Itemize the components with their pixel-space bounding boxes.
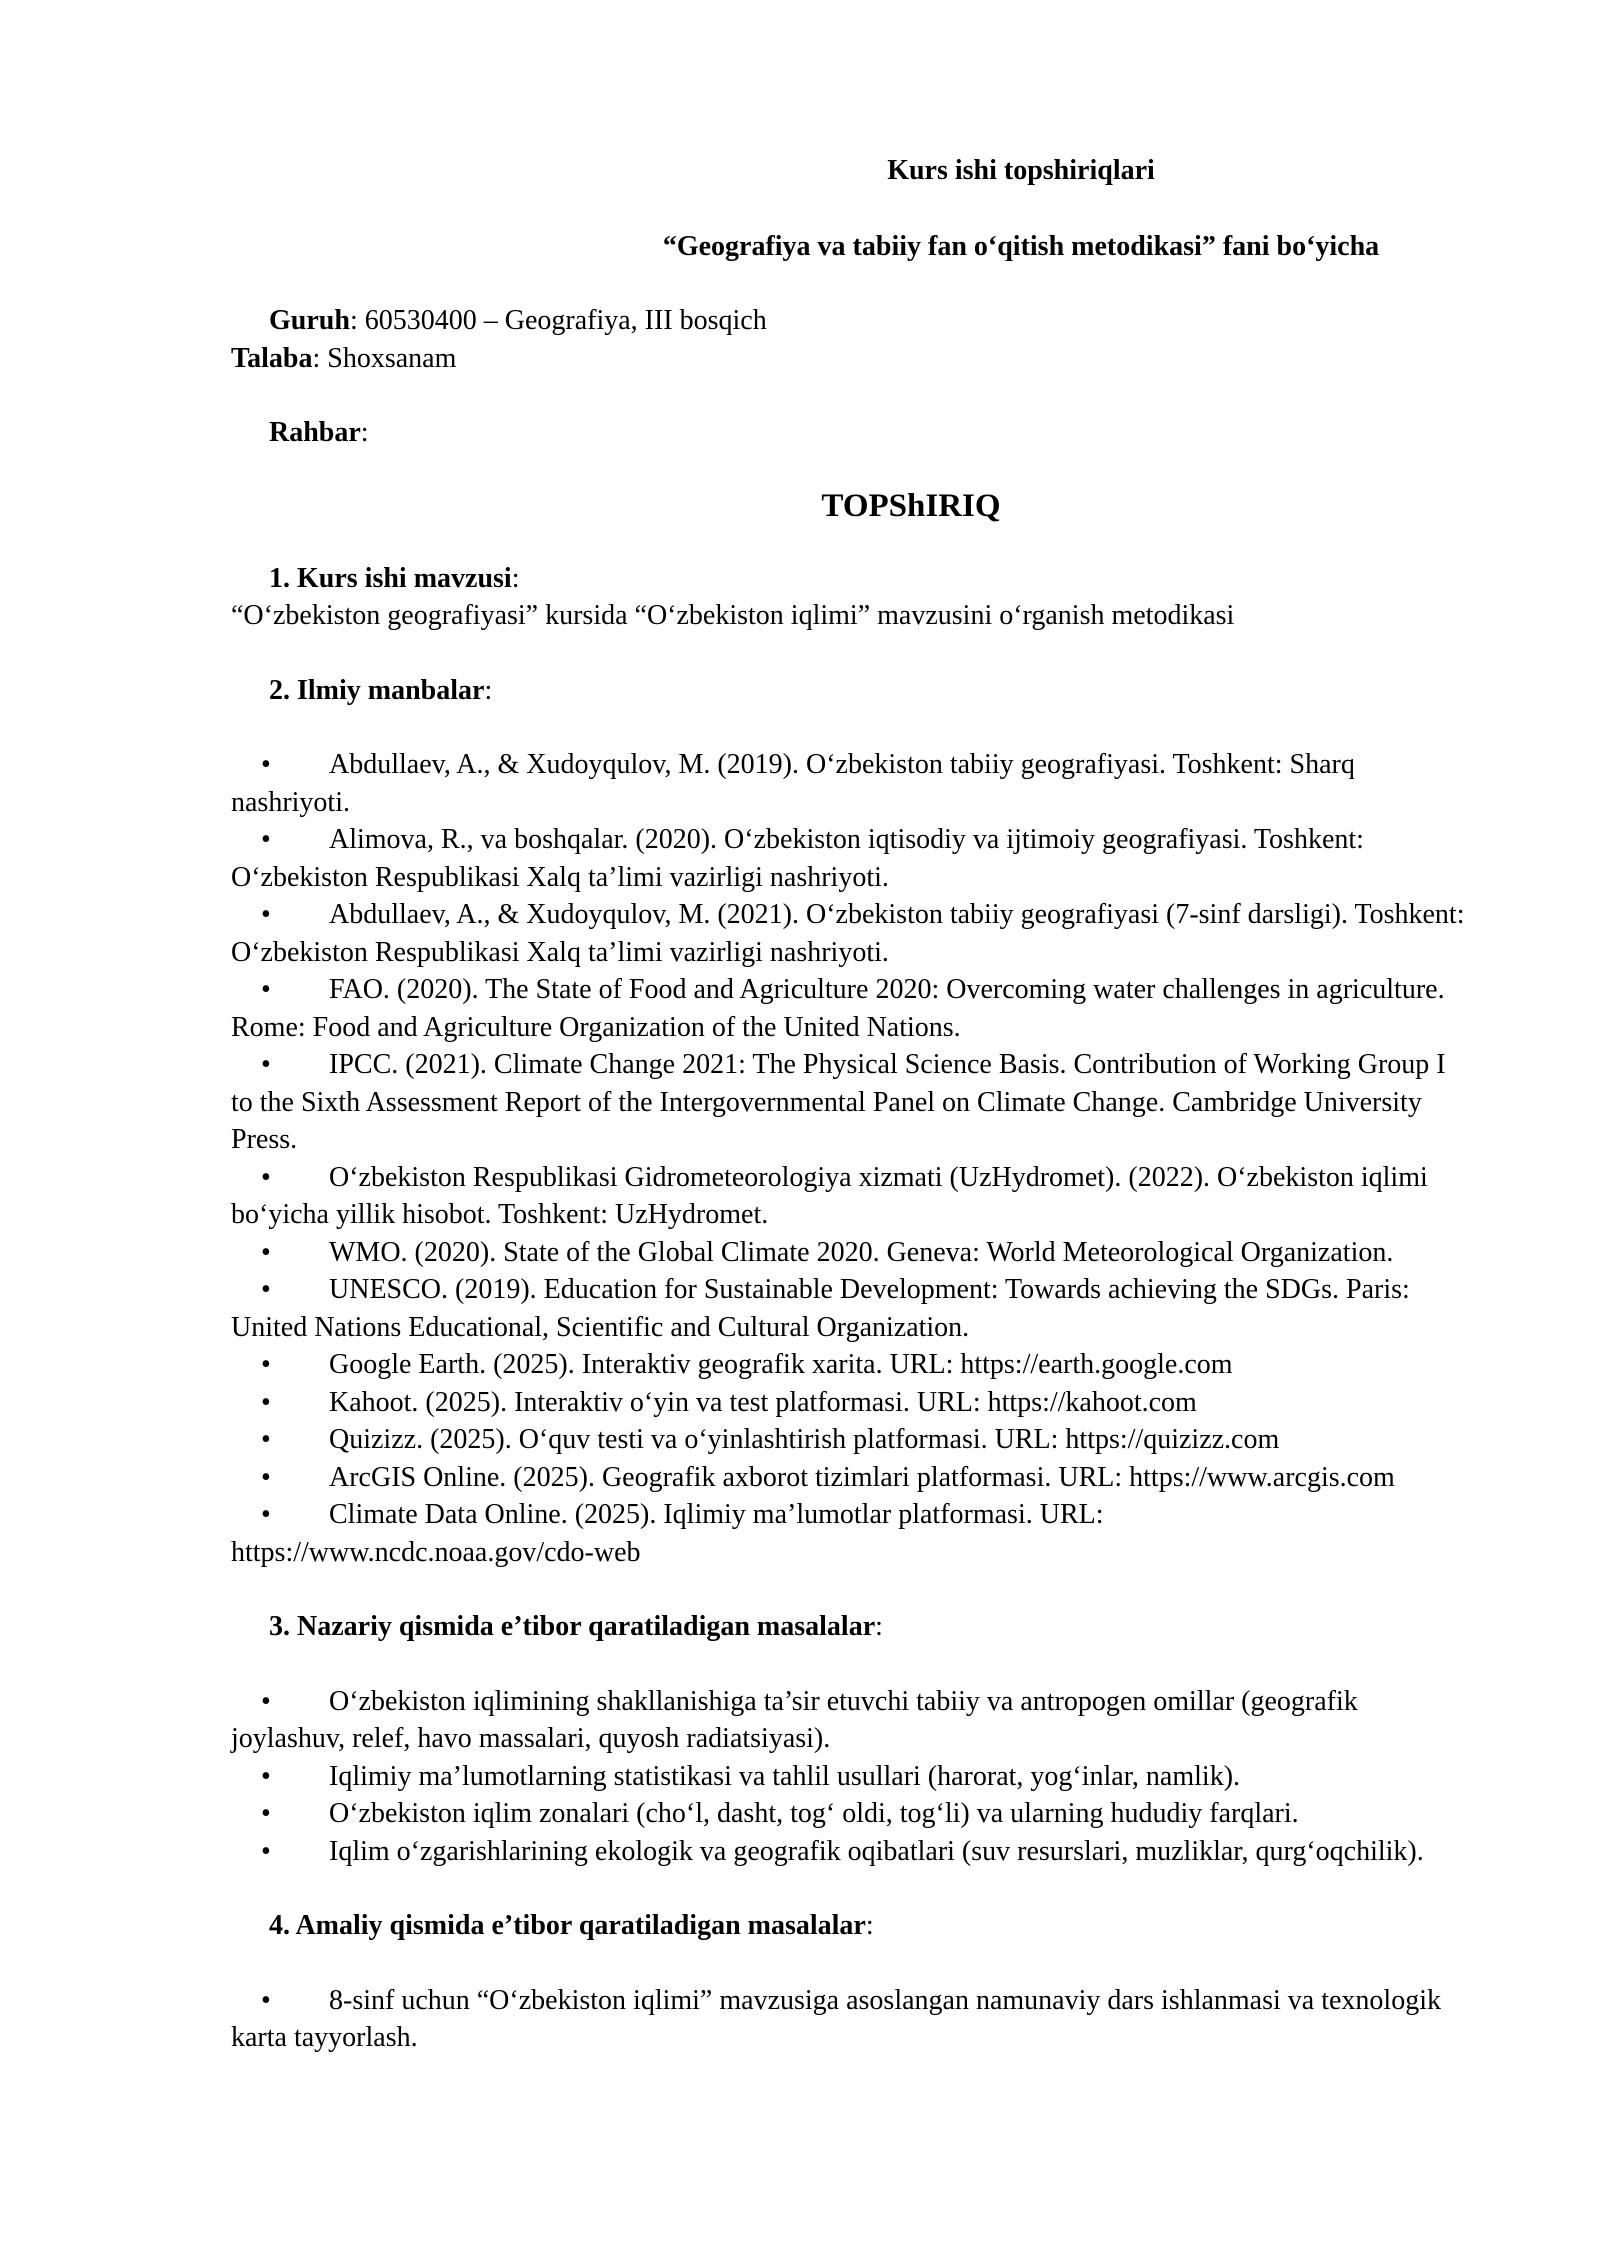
list-item [231, 1159, 1471, 1234]
list-item [231, 1271, 1471, 1346]
list-item [231, 1795, 1471, 1833]
assignment-heading: TOPShIRIQ [821, 487, 1001, 524]
section1-colon: : [511, 562, 520, 594]
list-item-text: ArcGIS Online. (2025). Geografik axborot tizimlari platformasi. URL: https://www.arcgis.com [329, 1461, 1395, 1493]
list-item [231, 1421, 1471, 1459]
section1-label: 1. Kurs ishi mavzusi [269, 562, 512, 594]
section2-heading [231, 672, 1471, 710]
bullet-icon: • [261, 1984, 271, 2016]
list-item [231, 1496, 1471, 1571]
bullet-icon: • [261, 1461, 271, 1493]
bullet-icon: • [261, 974, 271, 1005]
bullet-icon: • [261, 1835, 271, 1867]
bullet-icon: • [261, 1424, 271, 1455]
list-item [231, 1758, 1471, 1796]
student-label: Talaba [231, 342, 313, 374]
list-item-text: Climate Data Online. (2025). Iqlimiy ma’lumotlar platformasi. URL: https://www.ncdc.noaa.gov/cdo-web [231, 1499, 1104, 1568]
section2-colon: : [484, 674, 493, 706]
list-item [231, 1833, 1471, 1871]
bullet-icon: • [261, 1760, 271, 1792]
bullet-icon: • [261, 1161, 271, 1193]
supervisor-label: Rahbar [269, 417, 361, 448]
list-item [231, 1046, 1471, 1159]
section4-heading [231, 1907, 1471, 1945]
section3-colon: : [875, 1611, 883, 1642]
group-line [231, 302, 1471, 340]
list-item-text: UNESCO. (2019). Education for Sustainable Development: Towards achieving the SDGs. Paris: United Nations Educational, Scientific and Cultural Organization. [231, 1274, 1410, 1343]
section4-list [231, 1982, 1471, 2057]
list-item-text: Google Earth. (2025). Interaktiv geografik xarita. URL: https://earth.google.com [329, 1349, 1233, 1380]
supervisor-value: : [360, 417, 369, 448]
section1-heading [231, 560, 1471, 598]
list-item-text: Quizizz. (2025). O‘quv testi va o‘yinlashtirish platformasi. URL: https://quizizz.com [329, 1424, 1280, 1455]
list-item-text: Abdullaev, A., & Xudoyqulov, M. (2021). O‘zbekiston tabiiy geografiyasi (7-sinf darsligi). Toshkent: O‘zbekiston Respublikasi Xalq ta’limi vazirligi nashriyoti. [231, 899, 1465, 968]
student-line [231, 340, 1471, 378]
list-item-text: Abdullaev, A., & Xudoyqulov, M. (2019). O‘zbekiston tabiiy geografiyasi. Toshkent: Sharq nashriyoti. [231, 749, 1355, 818]
bullet-icon: • [261, 1798, 271, 1829]
bullet-icon: • [261, 1685, 271, 1717]
list-item-text: O‘zbekiston iqlim zonalari (cho‘l, dasht, tog‘ oldi, tog‘li) va ularning hududiy farqlari. [329, 1798, 1299, 1829]
list-item-text: Kahoot. (2025). Interaktiv o‘yin va test platformasi. URL: https://kahoot.com [329, 1386, 1197, 1418]
bullet-icon: • [261, 899, 271, 930]
list-item-text: 8-sinf uchun “O‘zbekiston iqlimi” mavzusiga asoslangan namunaviy dars ishlanmasi va texnologik karta tayyorlash. [231, 1984, 1441, 2053]
document-subtitle: “Geografiya va tabiiy fan o‘qitish metodikasi” fani bo‘yicha [662, 230, 1380, 262]
section4-colon: : [865, 1910, 874, 1941]
bullet-icon: • [261, 1049, 271, 1080]
section1-text: “O‘zbekiston geografiyasi” kursida “O‘zbekiston iqlimi” mavzusini o‘rganish metodikasi [231, 600, 1235, 631]
list-item-text: O‘zbekiston iqlimining shakllanishiga ta’sir etuvchi tabiiy va antropogen omillar (geografik joylashuv, relef, havo massalari, quyosh radiatsiyasi). [231, 1685, 1358, 1754]
list-item-text: Alimova, R., va boshqalar. (2020). O‘zbekiston iqtisodiy va ijtimoiy geografiyasi. Toshkent: O‘zbekiston Respublikasi Xalq ta’limi vazirligi nashriyoti. [231, 824, 1364, 893]
section2-label: 2. Ilmiy manbalar [269, 674, 485, 706]
list-item [231, 1982, 1471, 2057]
document-title: Kurs ishi topshiriqlari [887, 155, 1155, 186]
list-item [231, 1459, 1471, 1497]
bullet-icon: • [261, 1349, 271, 1380]
group-value: : 60530400 – Geografiya, III bosqich [349, 305, 767, 336]
list-item-text: Iqlim o‘zgarishlarining ekologik va geografik oqibatlari (suv resurslari, muzliklar, qurg‘oqchilik). [329, 1835, 1424, 1867]
list-item-text: Iqlimiy ma’lumotlarning statistikasi va tahlil usullari (harorat, yog‘inlar, namlik). [329, 1760, 1241, 1792]
bullet-icon: • [261, 749, 271, 780]
list-item [231, 1384, 1471, 1422]
section3-heading [231, 1608, 1471, 1646]
list-item [231, 971, 1471, 1046]
document-body [231, 152, 1471, 2057]
list-item [231, 821, 1471, 896]
section2-list [231, 746, 1471, 1571]
bullet-icon: • [261, 1386, 271, 1418]
list-item [231, 746, 1471, 821]
list-item [231, 1346, 1471, 1384]
bullet-icon: • [261, 1499, 271, 1530]
list-item [231, 896, 1471, 971]
group-label: Guruh [269, 305, 350, 336]
section3-list [231, 1683, 1471, 1871]
bullet-icon: • [261, 824, 271, 855]
list-item-text: FAO. (2020). The State of Food and Agriculture 2020: Overcoming water challenges in agriculture. Rome: Food and Agriculture Organization of the United Nations. [231, 974, 1445, 1043]
list-item [231, 1234, 1471, 1272]
section4-label: 4. Amaliy qismida e’tibor qaratiladigan masalalar [269, 1910, 866, 1941]
supervisor-line [231, 414, 1471, 452]
bullet-icon: • [261, 1274, 271, 1305]
list-item-text: O‘zbekiston Respublikasi Gidrometeorologiya xizmati (UzHydromet). (2022). O‘zbekiston iqlimi bo‘yicha yillik hisobot. Toshkent: UzHydromet. [231, 1161, 1428, 1230]
section3-label: 3. Nazariy qismida e’tibor qaratiladigan masalalar [269, 1611, 876, 1642]
bullet-icon: • [261, 1236, 271, 1268]
list-item [231, 1683, 1471, 1758]
list-item-text: IPCC. (2021). Climate Change 2021: The Physical Science Basis. Contribution of Working Group I to the Sixth Assessment Report of the Intergovernmental Panel on Climate Change. Cambridge University Press. [231, 1049, 1446, 1155]
list-item-text: WMO. (2020). State of the Global Climate 2020. Geneva: World Meteorological Organization. [329, 1236, 1394, 1268]
student-value: : Shoxsanam [312, 342, 457, 374]
